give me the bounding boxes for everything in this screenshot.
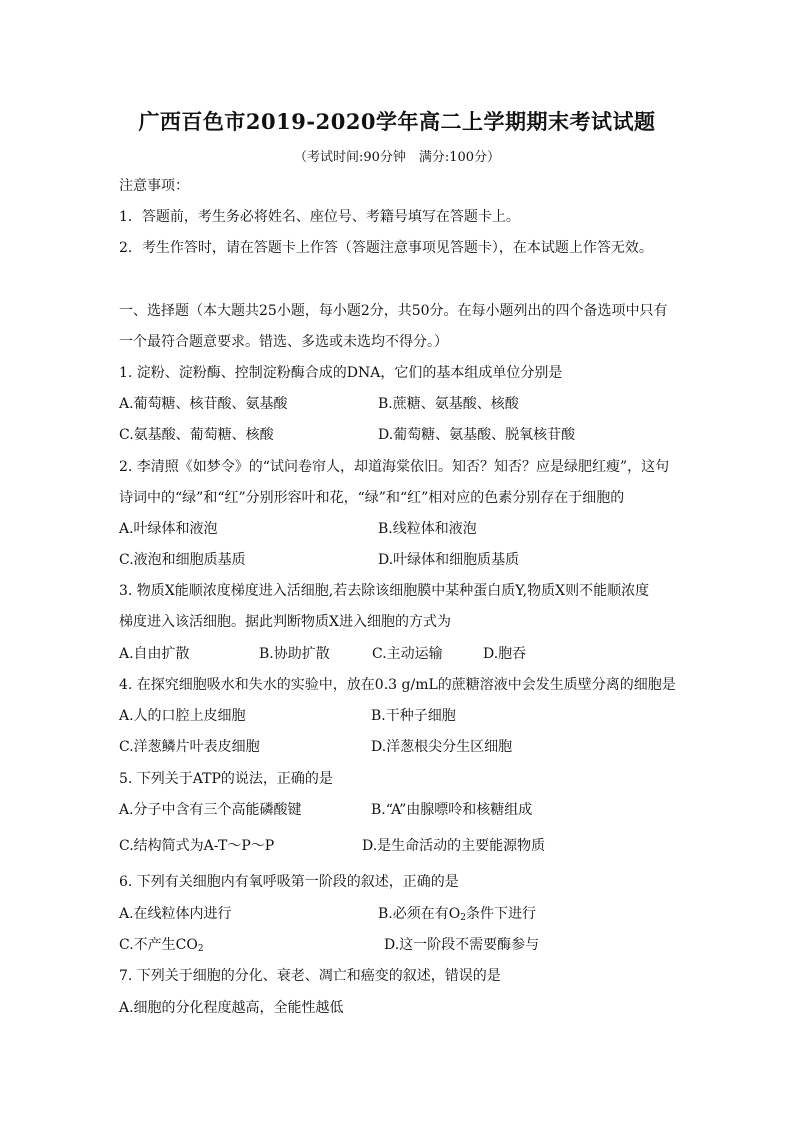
q6-option-a: A.在线粒体内进行: [119, 906, 232, 922]
q4-option-d: D.洋葱根尖分生区细胞: [371, 739, 513, 755]
q5-option-b: B.“A”由腺嘌呤和核糖组成: [371, 802, 533, 818]
notice-item-2: 2．考生作答时，请在答题卡上作答（答题注意事项见答题卡），在本试题上作答无效。: [119, 240, 653, 256]
section-heading-line-1: 一、选择题（本大题共25小题，每小题2分，共50分。在每小题列出的四个备选项中只有: [119, 303, 668, 319]
q7-option-a: A.细胞的分化程度越高，全能性越低: [119, 1000, 344, 1016]
q4-option-a: A.人的口腔上皮细胞: [119, 708, 246, 724]
q3-option-a: A.自由扩散: [119, 646, 190, 662]
q2-option-d: D.叶绿体和细胞质基质: [378, 552, 520, 568]
q3-option-b: B.协助扩散: [259, 646, 330, 662]
q6-option-c: C.不产生$CO_2$: [119, 937, 204, 954]
q4-option-b: B.干种子细胞: [371, 708, 456, 724]
q1-option-d: D.葡萄糖、氨基酸、脱氧核苷酸: [378, 427, 576, 443]
q2-option-c: C.液泡和细胞质基质: [119, 552, 246, 568]
q5-option-c: C.结构简式为A-T～P～P: [119, 838, 275, 854]
q1-option-c: C.氨基酸、葡萄糖、核酸: [119, 427, 274, 443]
q3-option-c: C.主动运输: [372, 646, 443, 662]
q2-option-a: A.叶绿体和液泡: [119, 521, 218, 537]
exam-info: （考试时间:90分钟 满分:100分）: [293, 150, 501, 165]
q3-stem-line-2: 梯度进入该活细胞。据此判断物质X进入细胞的方式为: [119, 614, 451, 630]
q5-option-d: D.是生命活动的主要能源物质: [362, 838, 546, 854]
q1-option-b: B.蔗糖、氨基酸、核酸: [378, 396, 519, 412]
q1-option-a: A.葡萄糖、核苷酸、氨基酸: [119, 396, 288, 412]
q2-stem-line-2: 诗词中的“绿”和“红”分别形容叶和花，“绿”和“红”相对应的色素分别存在于细胞的: [119, 490, 625, 506]
q1-stem: 1. 淀粉、淀粉酶、控制淀粉酶合成的DNA，它们的基本组成单位分别是: [119, 365, 563, 381]
q3-stem-line-1: 3. 物质X能顺浓度梯度进入活细胞,若去除该细胞膜中某种蛋白质Y,物质X则不能顺浓度: [119, 583, 650, 599]
q6-stem: 6. 下列有关细胞内有氧呼吸第一阶段的叙述，正确的是: [119, 874, 459, 890]
q5-stem: 5. 下列关于ATP的说法，正确的是: [119, 771, 333, 787]
q2-stem-line-1: 2. 李清照《如梦令》的“试问卷帘人，却道海棠依旧。知否？知否？应是绿肥红瘦”，这句: [119, 459, 670, 475]
q6-option-d: D.这一阶段不需要酶参与: [384, 937, 540, 953]
q5-option-a: A.分子中含有三个高能磷酸键: [119, 802, 302, 818]
q2-option-b: B.线粒体和液泡: [378, 521, 477, 537]
notice-heading: 注意事项：: [119, 178, 189, 194]
q4-option-c: C.洋葱鳞片叶表皮细胞: [119, 739, 260, 755]
notice-item-1: 1．答题前，考生务必将姓名、座位号、考籍号填写在答题卡上。: [119, 209, 520, 225]
page-title: 广西百色市2019-2020学年高二上学期期末考试试题: [138, 109, 656, 134]
q4-stem: 4. 在探究细胞吸水和失水的实验中，放在0.3 g/mL的蔗糖溶液中会发生质壁分离的细胞是: [119, 677, 676, 693]
q7-stem: 7. 下列关于细胞的分化、衰老、凋亡和癌变的叙述，错误的是: [119, 968, 501, 984]
q3-option-d: D.胞吞: [483, 646, 527, 662]
q6-option-b: B.必须在有$O_2$条件下进行: [378, 906, 536, 923]
section-heading-line-2: 一个最符合题意要求。错选、多选或未选均不得分。）: [119, 334, 448, 350]
